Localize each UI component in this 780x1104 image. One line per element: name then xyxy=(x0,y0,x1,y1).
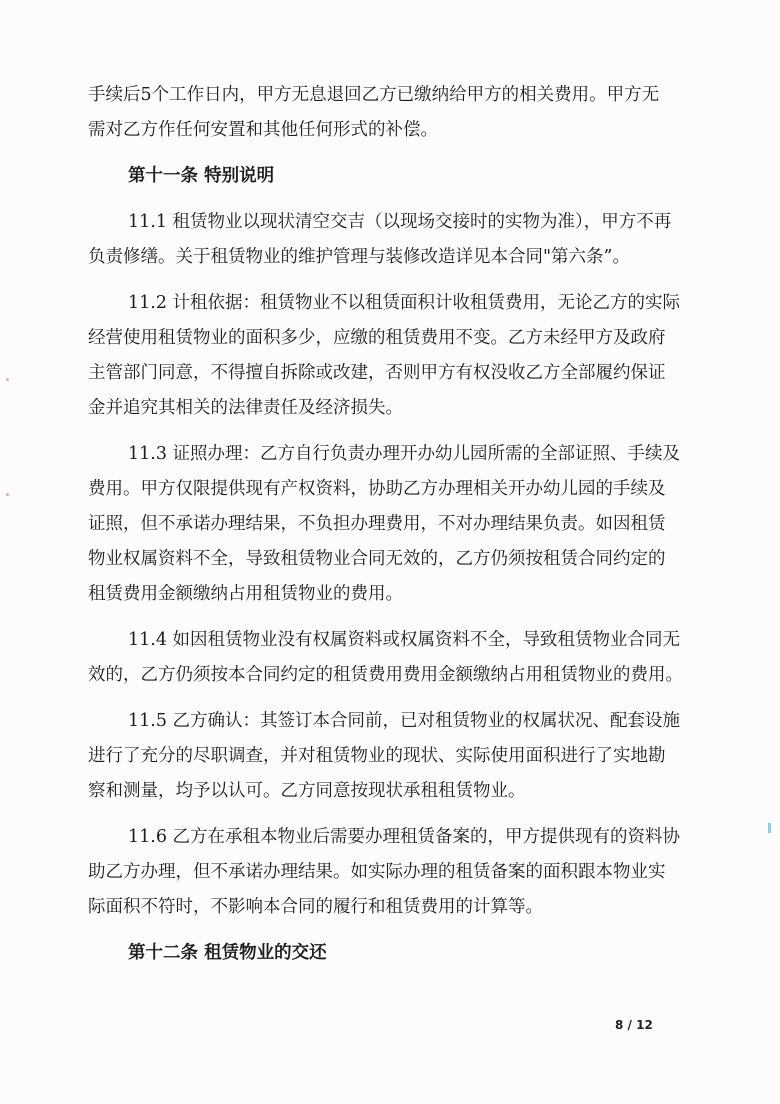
scan-speck xyxy=(768,823,771,833)
page-number: 8 / 12 xyxy=(615,1018,653,1032)
text-line: 费用。甲方仅限提供现有产权资料，协助乙方办理相关开办幼儿园的手续及 xyxy=(88,479,666,499)
paragraph-gap xyxy=(88,809,692,820)
text-line: 际面积不符时，不影响本合同的履行和租赁费用的计算等。 xyxy=(88,897,543,917)
text-line: 物业权属资料不全，导致租赁物业合同无效的，乙方仍须按租赁合同约定的 xyxy=(88,549,666,569)
text-line: 11.6 乙方在承租本物业后需要办理租赁备案的，甲方提供现有的资料协 xyxy=(128,827,681,847)
text-line: 手续后5个工作日内，甲方无息退回乙方已缴纳给甲方的相关费用。甲方无 xyxy=(88,85,660,105)
text-line: 进行了充分的尽职调查，并对租赁物业的现状、实际使用面积进行了实地勘 xyxy=(88,746,666,766)
text-line: 11.5 乙方确认：其签订本合同前，已对租赁物业的权属状况、配套设施 xyxy=(128,711,681,731)
text-line: 11.3 证照办理：乙方自行负责办理开办幼儿园所需的全部证照、手续及 xyxy=(128,444,681,464)
paragraph-gap xyxy=(88,194,692,205)
text-line: 负责修缮。关于租赁物业的维护管理与装修改造详见本合同"第六条”。 xyxy=(88,247,630,267)
scan-speck xyxy=(6,493,9,496)
paragraph-gap xyxy=(88,148,692,159)
section-heading: 第十一条 特别说明 xyxy=(128,166,275,186)
text-line: 租赁费用金额缴纳占用租赁物业的费用。 xyxy=(88,584,403,604)
text-line: 11.4 如因租赁物业没有权属资料或权属资料不全，导致租赁物业合同无 xyxy=(128,630,681,650)
text-line: 需对乙方作任何安置和其他任何形式的补偿。 xyxy=(88,120,438,140)
scan-speck xyxy=(6,378,9,381)
text-line: 察和测量，均予以认可。乙方同意按现状承租租赁物业。 xyxy=(88,781,526,801)
document-body xyxy=(88,78,692,971)
section-heading: 第十二条 租赁物业的交还 xyxy=(128,943,327,963)
text-line: 11.1 租赁物业以现状清空交吉（以现场交接时的实物为准），甲方不再 xyxy=(128,212,672,232)
text-line: 证照，但不承诺办理结果，不负担办理费用，不对办理结果负责。如因租赁 xyxy=(88,514,666,534)
text-line: 效的，乙方仍须按本合同约定的租赁费用费用金额缴纳占用租赁物业的费用。 xyxy=(88,665,683,685)
text-line: 经营使用租赁物业的面积多少，应缴的租赁费用不变。乙方未经甲方及政府 xyxy=(88,328,666,348)
paragraph-gap xyxy=(88,426,692,437)
paragraph-gap xyxy=(88,925,692,936)
text-line: 11.2 计租依据：租赁物业不以租赁面积计收租赁费用，无论乙方的实际 xyxy=(128,293,681,313)
paragraph-gap xyxy=(88,612,692,623)
text-line: 助乙方办理，但不承诺办理结果。如实际办理的租赁备案的面积跟本物业实 xyxy=(88,862,666,882)
paragraph-gap xyxy=(88,275,692,286)
paragraph-gap xyxy=(88,693,692,704)
text-line: 主管部门同意，不得擅自拆除或改建，否则甲方有权没收乙方全部履约保证 xyxy=(88,363,666,383)
text-line: 金并追究其相关的法律责任及经济损失。 xyxy=(88,398,403,418)
